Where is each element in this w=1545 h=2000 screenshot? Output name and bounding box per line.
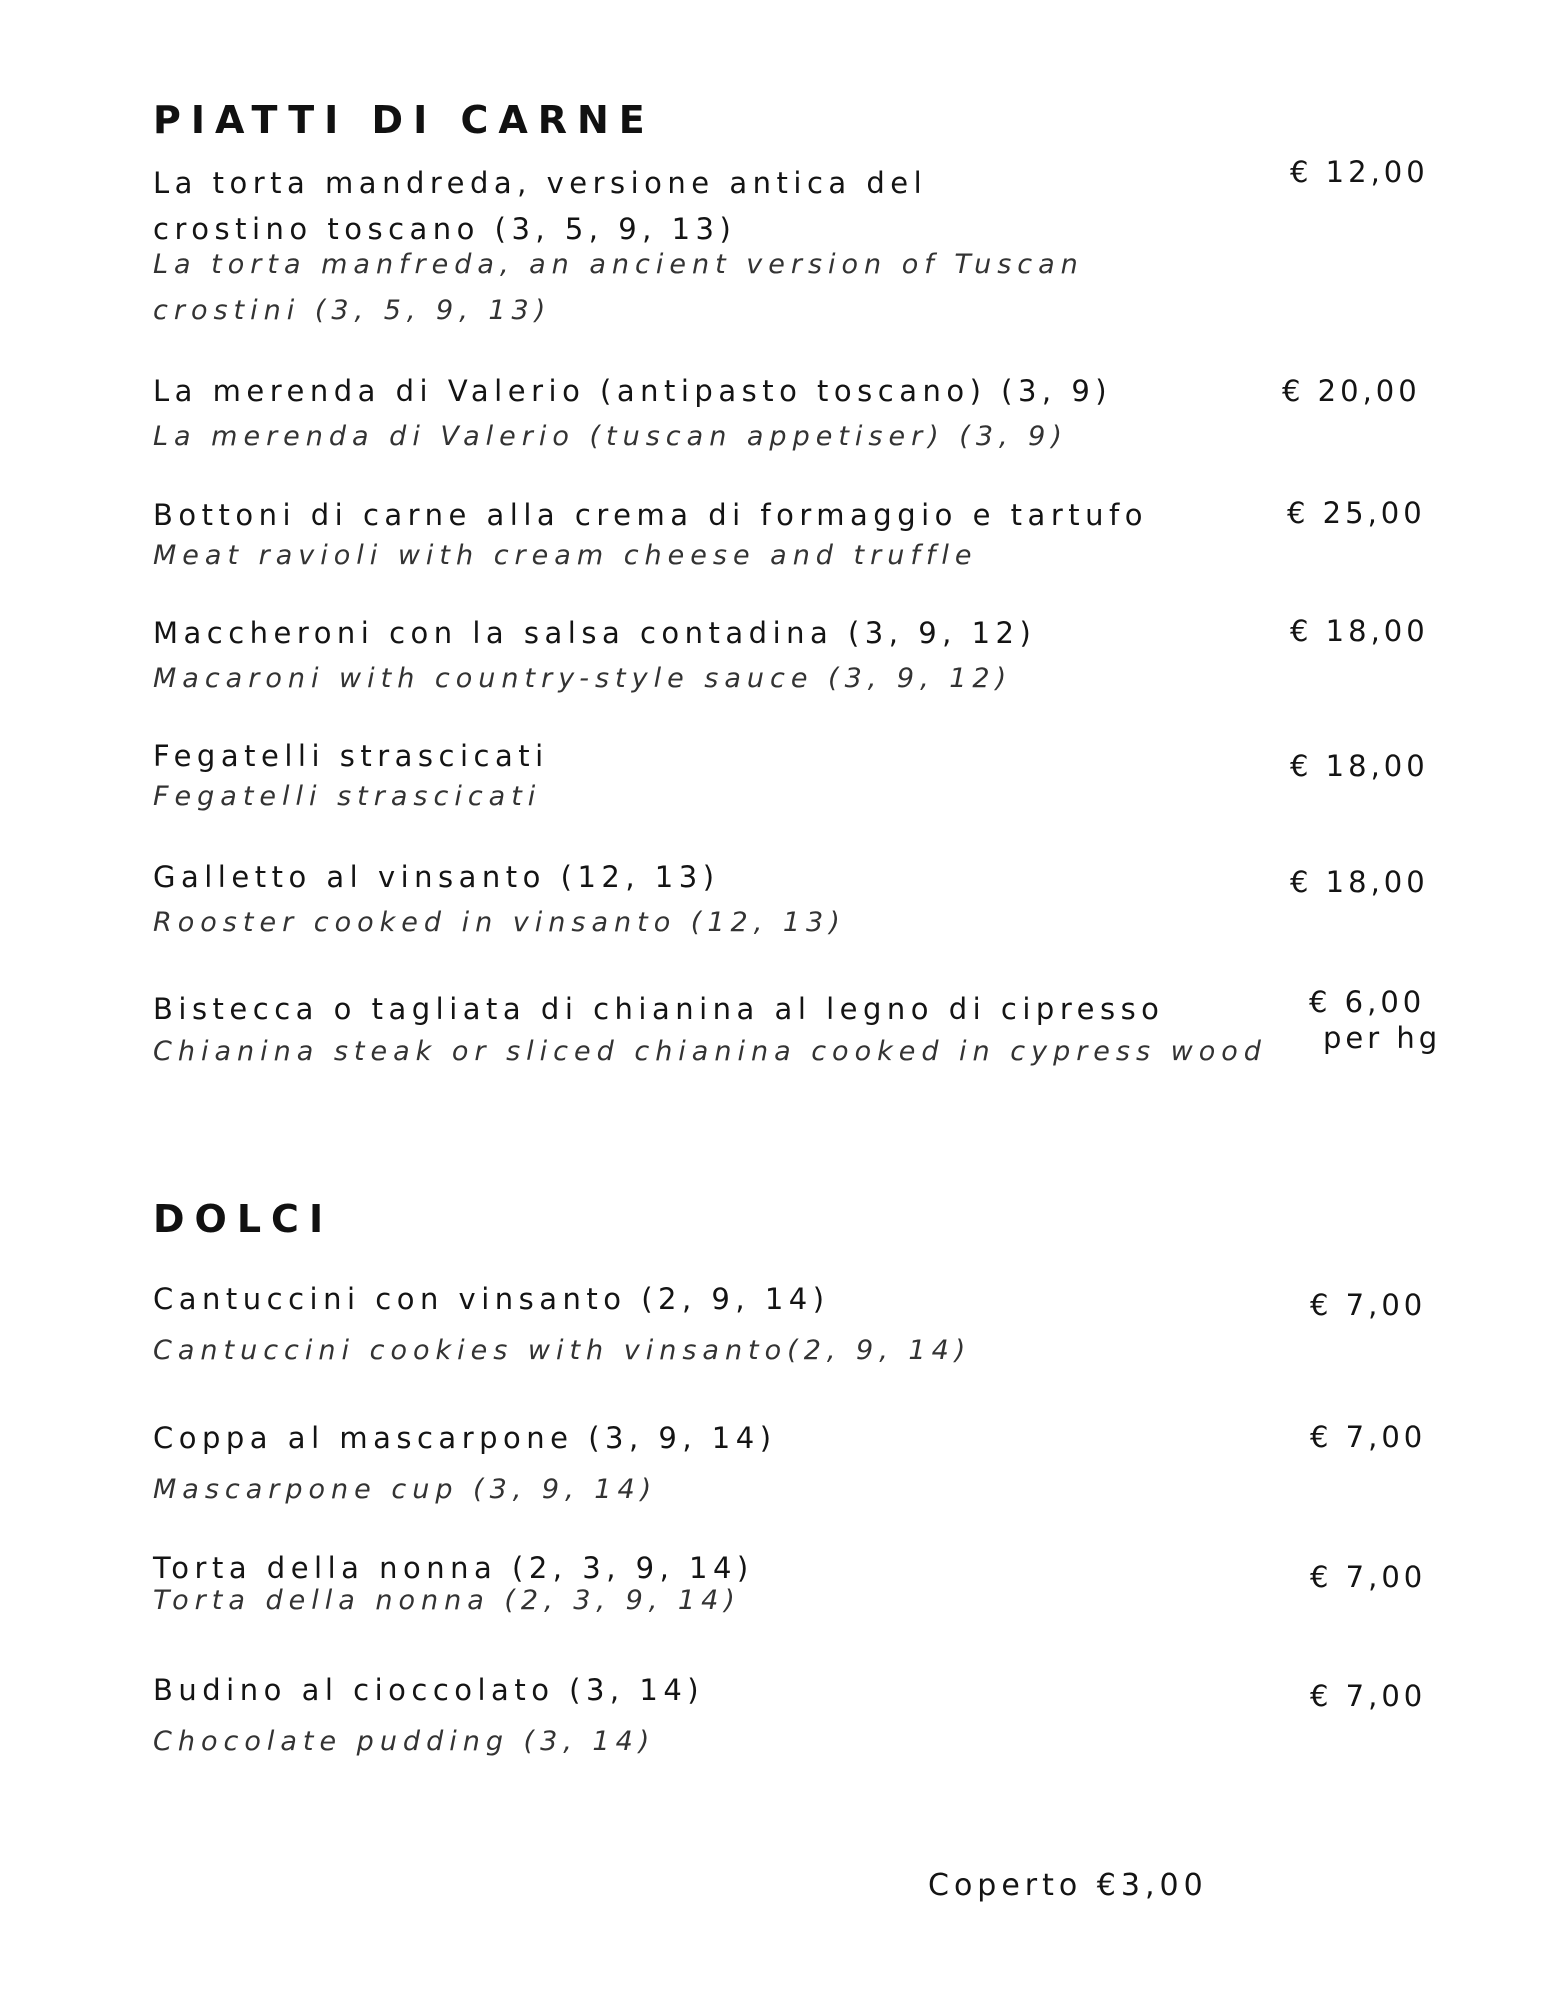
item-name: Maccheroni con la salsa contadina (3, 9, 12) <box>153 616 1037 650</box>
item-name: La merenda di Valerio (antipasto toscano) (3, 9) <box>153 374 1113 408</box>
menu-item-budino <box>153 1667 1453 1765</box>
item-price: € 7,00 <box>1310 1288 1427 1322</box>
item-price: € 7,00 <box>1310 1420 1427 1454</box>
item-name: Budino al cioccolato (3, 14) <box>153 1673 705 1707</box>
item-name: Cantuccini con vinsanto (2, 9, 14) <box>153 1282 830 1316</box>
menu-item-merenda-valerio <box>153 368 1453 460</box>
item-name: Coppa al mascarpone (3, 9, 14) <box>153 1421 777 1455</box>
menu-item-fegatelli <box>153 733 1453 819</box>
menu-item-torta-mandreda <box>153 160 1453 334</box>
item-price: € 18,00 <box>1290 865 1429 899</box>
item-price: € 18,00 <box>1290 749 1429 783</box>
menu-item-coppa-mascarpone <box>153 1415 1453 1513</box>
item-price: € 7,00 <box>1310 1560 1427 1594</box>
item-name: Bistecca o tagliata di chianina al legno di cipresso <box>153 992 1165 1026</box>
section-title-dolci: DOLCI <box>153 1197 334 1241</box>
menu-item-torta-nonna <box>153 1545 1453 1623</box>
menu-item-cantuccini <box>153 1276 1453 1374</box>
item-name-en: Macaroni with country-style sauce (3, 9, 12) <box>153 663 1013 694</box>
item-name-en: Cantuccini cookies with vinsanto(2, 9, 14) <box>153 1335 972 1366</box>
item-price: € 12,00 <box>1290 155 1429 189</box>
item-name-en: La torta manfreda, an ancient version of Tuscan crostini (3, 5, 9, 13) <box>153 249 1084 326</box>
section-title-piatti-di-carne: PIATTI DI CARNE <box>153 98 655 142</box>
item-name-en: Chocolate pudding (3, 14) <box>153 1726 656 1757</box>
item-name-en: Chianina steak or sliced chianina cooked in cypress wood <box>153 1036 1267 1067</box>
coperto-note: Coperto €3,00 <box>928 1868 1208 1903</box>
item-price: € 7,00 <box>1310 1679 1427 1713</box>
item-name: Torta della nonna (2, 3, 9, 14) <box>153 1551 754 1585</box>
item-name: Bottoni di carne alla crema di formaggio e tartufo <box>153 498 1148 532</box>
menu-item-galletto <box>153 854 1453 946</box>
item-price: € 25,00 <box>1287 496 1426 530</box>
menu-item-bottoni-carne <box>153 492 1453 578</box>
item-name-en: Fegatelli strascicati <box>153 781 542 812</box>
item-name-en: Torta della nonna (2, 3, 9, 14) <box>153 1585 741 1616</box>
item-name: Galletto al vinsanto (12, 13) <box>153 860 720 894</box>
item-price: € 18,00 <box>1290 614 1429 648</box>
item-price: € 20,00 <box>1282 374 1421 408</box>
menu-item-maccheroni <box>153 610 1453 702</box>
item-price: € 6,00 <box>1309 985 1426 1019</box>
item-name-en: Rooster cooked in vinsanto (12, 13) <box>153 907 846 938</box>
menu-item-bistecca <box>153 986 1453 1074</box>
item-name-en: Mascarpone cup (3, 9, 14) <box>153 1474 658 1505</box>
item-name-en: Meat ravioli with cream cheese and truffle <box>153 540 978 571</box>
item-name-en: La merenda di Valerio (tuscan appetiser) (3, 9) <box>153 421 1068 452</box>
item-name: Fegatelli strascicati <box>153 739 549 773</box>
item-price-unit: per hg <box>1323 1021 1442 1055</box>
item-name: La torta mandreda, versione antica del crostino toscano (3, 5, 9, 13) <box>153 166 928 246</box>
